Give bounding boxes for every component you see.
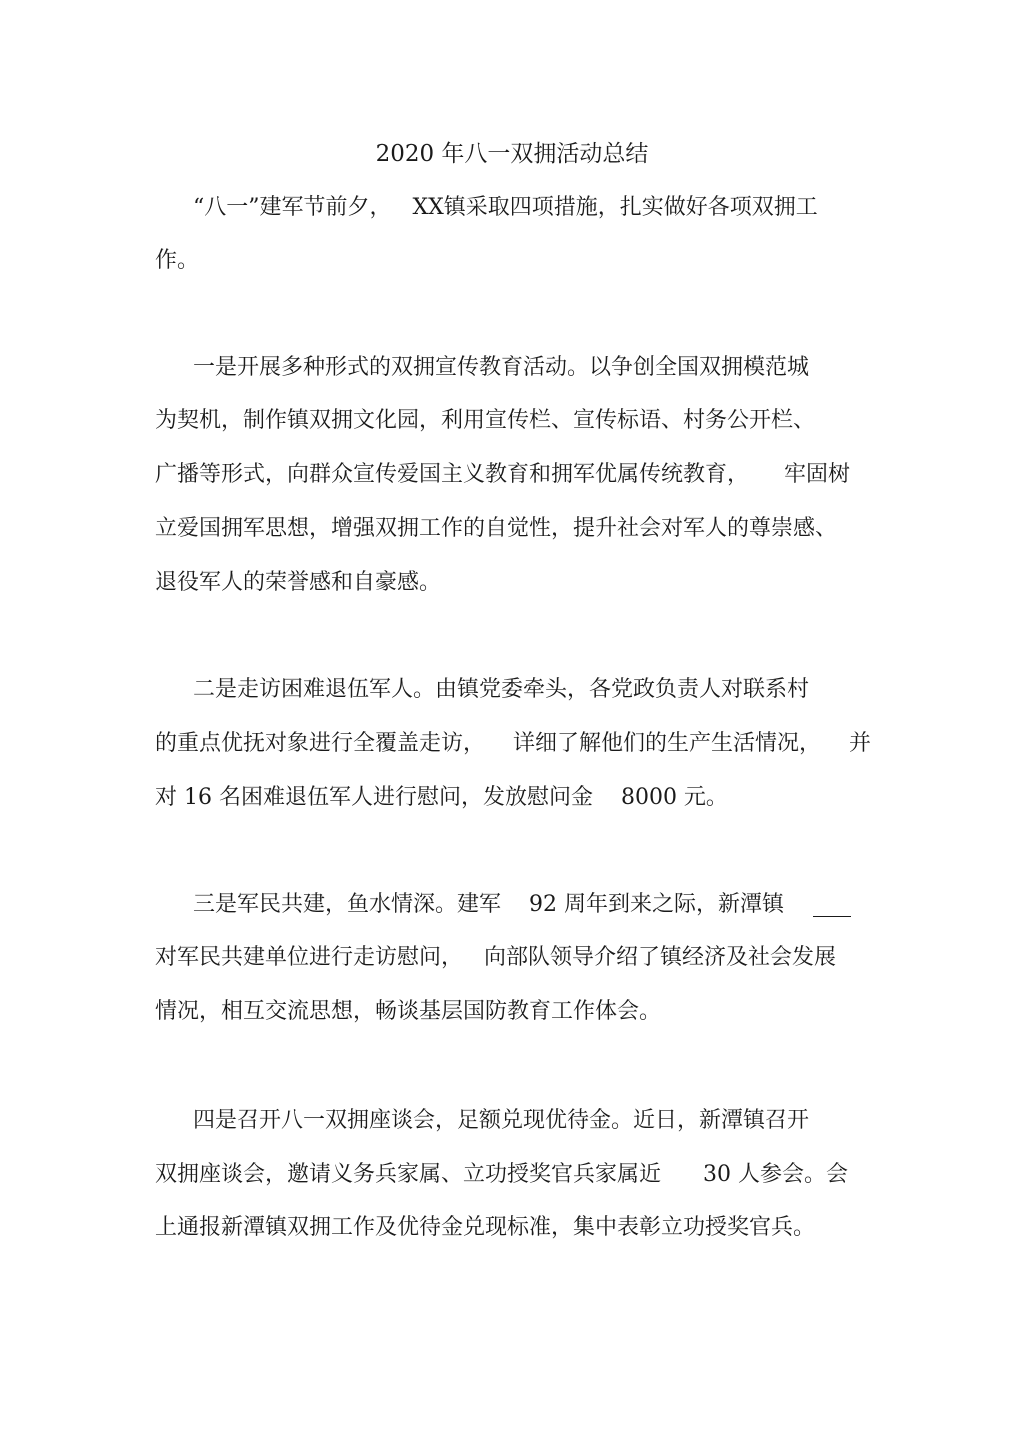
section1-line-4: 立爱国拥军思想，增强双拥工作的自觉性，提升社会对军人的尊崇感、	[155, 516, 838, 541]
section1-line-3: 广播等形式，向群众宣传爱国主义教育和拥军优属传统教育， 牢固树	[155, 462, 850, 487]
section2-line-2: 的重点优抚对象进行全覆盖走访， 详细了解他们的生产生活情况， 并	[155, 731, 871, 756]
fill-in-blank	[813, 916, 851, 917]
intro-line-2: 作。	[155, 248, 200, 273]
section4-line-2: 双拥座谈会，邀请义务兵家属、立功授奖官兵家属近 30 人参会。会	[155, 1162, 848, 1187]
section1-line-1: 一是开展多种形式的双拥宣传教育活动。以争创全国双拥模范城	[193, 355, 810, 380]
section1-line-2: 为契机，制作镇双拥文化园，利用宣传栏、宣传标语、村务公开栏、	[155, 408, 816, 433]
intro-line-1: “八一”建军节前夕， XX镇采取四项措施，扎实做好各项双拥工	[193, 195, 818, 220]
section1-line-5: 退役军人的荣誉感和自豪感。	[155, 570, 442, 595]
section2-line-1: 二是走访困难退伍军人。由镇党委牵头，各党政负责人对联系村	[193, 677, 810, 702]
section4-line-1: 四是召开八一双拥座谈会，足额兑现优待金。近日，新潭镇召开	[193, 1108, 810, 1133]
section3-line-3: 情况，相互交流思想，畅谈基层国防教育工作体会。	[155, 999, 662, 1024]
section3-line-2: 对军民共建单位进行走访慰问， 向部队领导介绍了镇经济及社会发展	[155, 945, 836, 970]
section3-line-1: 三是军民共建，鱼水情深。建军 92 周年到来之际，新潭镇	[193, 892, 784, 917]
document-title: 2020 年八一双拥活动总结	[375, 141, 649, 167]
section2-line-3: 对 16 名困难退伍军人进行慰问，发放慰问金 8000 元。	[155, 785, 728, 810]
section4-line-3: 上通报新潭镇双拥工作及优待金兑现标准，集中表彰立功授奖官兵。	[155, 1215, 816, 1240]
